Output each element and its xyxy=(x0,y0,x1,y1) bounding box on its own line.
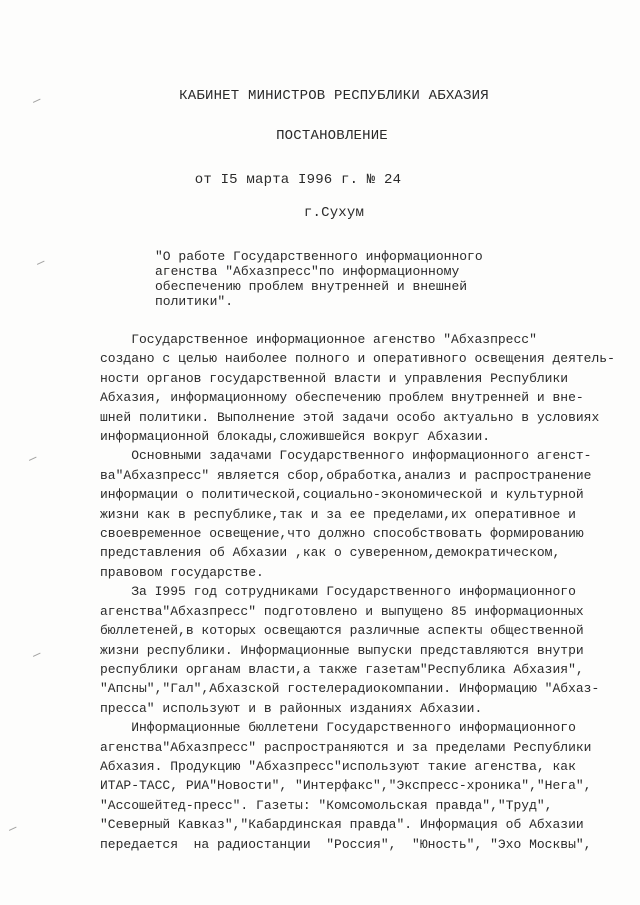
body-line: создано с целью наиболее полного и оперативного освещения деятель- xyxy=(100,351,615,367)
date-line: от I5 марта I996 г. № 24 xyxy=(194,172,402,188)
body-line: правовом государстве. xyxy=(100,564,264,580)
body-line: пресса" используют и в районных изданиях Абхазии. xyxy=(100,700,483,716)
title-line: "О работе Государственного информационного xyxy=(155,249,483,264)
body-line: бюллетеней,в которых освещаются различные аспекты общественной xyxy=(100,623,584,639)
body-line: Абхазия, информационному обеспечению проблем внутренней и вне- xyxy=(100,390,584,406)
body-line: агенства"Абхазпресс" распространяются и за пределами Республики xyxy=(100,739,592,755)
body-line: республики органам власти,а также газетам"Республика Абхазия", xyxy=(100,661,584,677)
body-line: жизни республики. Информационные выпуски представляются внутри xyxy=(100,642,584,658)
body-line: информационной блокады,сложившейся вокруг Абхазии. xyxy=(100,429,491,445)
body-line: За I995 год сотрудниками Государственного информационного xyxy=(100,584,576,600)
body-line: "Ассошейтед-пресс". Газеты: "Комсомольская правда","Труд", xyxy=(100,797,553,813)
title-line: агенства "Абхазпресс"по информационному xyxy=(155,264,460,279)
body-line: Абхазия. Продукцию "Абхазпресс"используют такие агенства, как xyxy=(100,758,576,774)
margin-mark xyxy=(37,261,47,271)
body-line: информации о политической,социально-экономической и культурной xyxy=(100,487,584,503)
body-line: Государственное информационное агенство "Абхазпресс" xyxy=(100,332,537,347)
body-text xyxy=(100,330,630,854)
body-line: ности органов государственной власти и управления Республики xyxy=(100,370,569,386)
body-line: своевременное освещение,что должно способствовать формированию xyxy=(100,526,584,542)
title-line: обеспечению проблем внутренней и внешней xyxy=(155,279,468,294)
decree-title xyxy=(155,249,483,309)
body-line: ва"Абхазпресс" является сбор,обработка,анализ и распространение xyxy=(100,467,592,483)
margin-mark xyxy=(33,653,43,663)
body-line: шней политики. Выполнение этой задачи особо актуально в условиях xyxy=(100,409,600,425)
title-line: политики". xyxy=(155,294,234,309)
document-type: ПОСТАНОВЛЕНИЕ xyxy=(276,128,388,144)
margin-mark xyxy=(9,827,19,837)
body-line: агенства"Абхазпресс" подготовлено и выпущено 85 информационных xyxy=(100,603,584,619)
body-line: "Северный Кавказ","Кабардинская правда". Информация об Абхазии xyxy=(100,817,584,833)
body-line: Информационные бюллетени Государственного информационного xyxy=(100,720,576,736)
body-line: ИТАР-ТАСС, РИА"Новости", "Интерфакс","Экспресс-хроника","Нега", xyxy=(100,778,592,794)
body-line: передается на радиостанции "Россия", "Юность", "Эхо Москвы", xyxy=(100,836,592,852)
body-line: Основными задачами Государственного информационного агенст- xyxy=(100,448,592,464)
body-line: "Апсны","Гал",Абхазской гостелерадиокомпании. Информацию "Абхаз- xyxy=(100,681,600,697)
body-line: представления об Абхазии ,как о суверенном,демократическом, xyxy=(100,545,561,561)
cabinet-heading: КАБИНЕТ МИНИСТРОВ РЕСПУБЛИКИ АБХАЗИЯ xyxy=(179,88,489,104)
city-line: г.Сухум xyxy=(303,205,365,221)
body-line: жизни как в республике,так и за ее пределами,их оперативное и xyxy=(100,506,576,522)
margin-mark xyxy=(29,457,39,467)
